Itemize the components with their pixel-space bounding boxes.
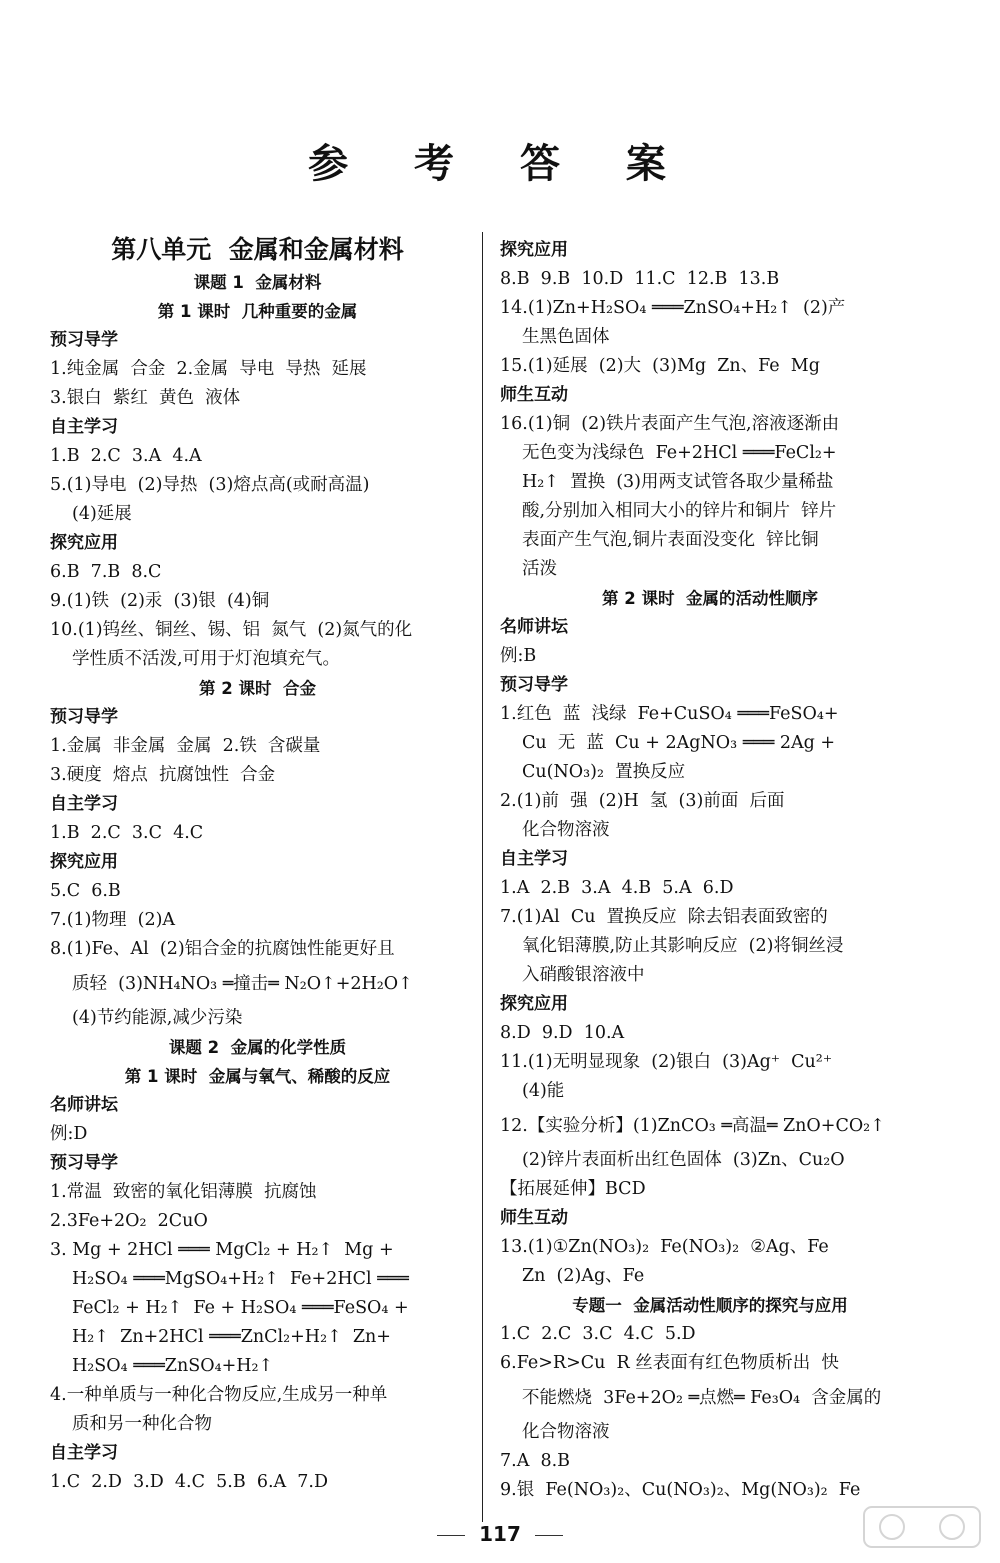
right-line: 14.(1)Zn+H₂SO₄ ═══ZnSO₄+H₂↑ (2)产 bbox=[500, 298, 846, 318]
right-line: 6.Fe>R>Cu R 丝表面有红色物质析出 快 bbox=[500, 1353, 839, 1373]
right-line: Cu(NO₃)₂ 置换反应 bbox=[522, 762, 686, 782]
watermark-logo bbox=[862, 1505, 982, 1549]
left-line: 3.硬度 熔点 抗腐蚀性 合金 bbox=[50, 765, 276, 785]
left-line: 1.金属 非金属 金属 2.铁 含碳量 bbox=[50, 736, 321, 756]
left-line: 4.一种单质与一种化合物反应,生成另一种单 bbox=[50, 1385, 388, 1405]
right-line: 表面产生气泡,铜片表面没变化 锌比铜 bbox=[522, 530, 819, 550]
right-line: 7.A 8.B bbox=[500, 1451, 571, 1471]
left-line: FeCl₂ + H₂↑ Fe + H₂SO₄ ═══FeSO₄ + bbox=[72, 1298, 409, 1318]
right-line: 1.C 2.C 3.C 4.C 5.D bbox=[500, 1324, 696, 1344]
right-line: 探究应用 bbox=[500, 994, 568, 1014]
right-line: 7.(1)Al Cu 置换反应 除去铝表面致密的 bbox=[500, 907, 828, 927]
left-column bbox=[50, 232, 465, 1497]
right-line: 第 2 课时 金属的活动性顺序 bbox=[602, 589, 818, 608]
right-line: 化合物溶液 bbox=[522, 1422, 610, 1442]
right-line: 师生互动 bbox=[500, 1208, 568, 1228]
page-title: 参 考 答 案 bbox=[308, 140, 692, 187]
left-line: 2.3Fe+2O₂ 2CuO bbox=[50, 1211, 208, 1231]
right-line: 活泼 bbox=[522, 559, 557, 579]
right-line: (4)能 bbox=[522, 1081, 565, 1101]
right-line: 不能燃烧 3Fe+2O₂ ═点燃═ Fe₃O₄ 含金属的 bbox=[522, 1388, 882, 1408]
left-line: 自主学习 bbox=[50, 417, 118, 437]
left-line: H₂SO₄ ═══ZnSO₄+H₂↑ bbox=[72, 1356, 274, 1376]
left-line: 预习导学 bbox=[50, 1153, 118, 1173]
left-line: 质轻 (3)NH₄NO₃ ═撞击═ N₂O↑+2H₂O↑ bbox=[72, 974, 413, 994]
left-line: 名师讲坛 bbox=[50, 1095, 118, 1115]
right-line: 探究应用 bbox=[500, 240, 568, 260]
left-line: 预习导学 bbox=[50, 707, 118, 727]
right-line: 11.(1)无明显现象 (2)银白 (3)Ag⁺ Cu²⁺ bbox=[500, 1052, 833, 1072]
left-line: 第 1 课时 金属与氧气、稀酸的反应 bbox=[124, 1067, 391, 1086]
right-line: 预习导学 bbox=[500, 675, 568, 695]
right-line: 2.(1)前 强 (2)H 氢 (3)前面 后面 bbox=[500, 791, 785, 811]
page-number-text: 117 bbox=[479, 1522, 521, 1546]
left-line: 课题 2 金属的化学性质 bbox=[168, 1038, 347, 1057]
left-line: 1.C 2.D 3.D 4.C 5.B 6.A 7.D bbox=[50, 1472, 329, 1492]
left-line: 例:D bbox=[50, 1124, 88, 1144]
right-line: 16.(1)铜 (2)铁片表面产生气泡,溶液逐渐由 bbox=[500, 414, 840, 434]
left-line: 7.(1)物理 (2)A bbox=[50, 910, 176, 930]
right-line: 氧化铝薄膜,防止其影响反应 (2)将铜丝浸 bbox=[522, 936, 844, 956]
left-line: 3. Mg + 2HCl ═══ MgCl₂ + H₂↑ Mg + bbox=[50, 1240, 394, 1260]
left-line: (4)节约能源,减少污染 bbox=[72, 1008, 243, 1028]
right-line: 无色变为浅绿色 Fe+2HCl ═══FeCl₂+ bbox=[522, 443, 837, 463]
left-line: 探究应用 bbox=[50, 533, 118, 553]
left-line: 自主学习 bbox=[50, 794, 118, 814]
right-line: Zn (2)Ag、Fe bbox=[522, 1266, 645, 1286]
left-line: 质和另一种化合物 bbox=[72, 1414, 212, 1434]
right-line: 酸,分别加入相同大小的锌片和铜片 锌片 bbox=[522, 501, 837, 521]
right-line: 1.红色 蓝 浅绿 Fe+CuSO₄ ═══FeSO₄+ bbox=[500, 704, 839, 724]
left-line: 第八单元 金属和金属材料 bbox=[111, 235, 404, 264]
left-line: 5.C 6.B bbox=[50, 881, 121, 901]
right-line: 12.【实验分析】(1)ZnCO₃ ═高温═ ZnO+CO₂↑ bbox=[500, 1116, 885, 1136]
right-line: Cu 无 蓝 Cu + 2AgNO₃ ═══ 2Ag + bbox=[522, 733, 836, 753]
right-line: 师生互动 bbox=[500, 385, 568, 405]
right-line: 15.(1)延展 (2)大 (3)Mg Zn、Fe Mg bbox=[500, 356, 820, 376]
right-line: 入硝酸银溶液中 bbox=[522, 965, 645, 985]
right-column bbox=[500, 236, 920, 1505]
left-line: 探究应用 bbox=[50, 852, 118, 872]
left-line: 第 1 课时 几种重要的金属 bbox=[157, 302, 358, 321]
right-line: 例:B bbox=[500, 646, 537, 666]
right-line: 1.A 2.B 3.A 4.B 5.A 6.D bbox=[500, 878, 734, 898]
left-line: 9.(1)铁 (2)汞 (3)银 (4)铜 bbox=[50, 591, 270, 611]
right-line: 9.银 Fe(NO₃)₂、Cu(NO₃)₂、Mg(NO₃)₂ Fe bbox=[500, 1480, 861, 1500]
left-line: 10.(1)钨丝、铜丝、锡、铝 氮气 (2)氮气的化 bbox=[50, 620, 413, 640]
right-line: 生黑色固体 bbox=[522, 327, 610, 347]
left-line: 学性质不活泼,可用于灯泡填充气。 bbox=[72, 649, 341, 669]
dash-right bbox=[535, 1535, 563, 1536]
right-line: 自主学习 bbox=[500, 849, 568, 869]
left-line: 自主学习 bbox=[50, 1443, 118, 1463]
left-line: 1.纯金属 合金 2.金属 导电 导热 延展 bbox=[50, 359, 367, 379]
left-line: 1.B 2.C 3.A 4.A bbox=[50, 446, 202, 466]
right-line: 13.(1)①Zn(NO₃)₂ Fe(NO₃)₂ ②Ag、Fe bbox=[500, 1237, 829, 1257]
left-line: 第 2 课时 合金 bbox=[199, 679, 316, 698]
left-line: 5.(1)导电 (2)导热 (3)熔点高(或耐高温) bbox=[50, 475, 370, 495]
right-line: H₂↑ 置换 (3)用两支试管各取少量稀盐 bbox=[522, 472, 834, 492]
left-line: H₂↑ Zn+2HCl ═══ZnCl₂+H₂↑ Zn+ bbox=[72, 1327, 391, 1347]
left-line: 1.常温 致密的氧化铝薄膜 抗腐蚀 bbox=[50, 1182, 317, 1202]
left-line: 8.(1)Fe、Al (2)铝合金的抗腐蚀性能更好且 bbox=[50, 939, 395, 959]
right-line: 【拓展延伸】BCD bbox=[500, 1179, 646, 1199]
page-number bbox=[0, 1522, 1000, 1546]
dash-left bbox=[437, 1535, 465, 1536]
left-line: 1.B 2.C 3.C 4.C bbox=[50, 823, 204, 843]
right-line: (2)锌片表面析出红色固体 (3)Zn、Cu₂O bbox=[522, 1150, 845, 1170]
left-line: 3.银白 紫红 黄色 液体 bbox=[50, 388, 241, 408]
left-line: 课题 1 金属材料 bbox=[193, 273, 322, 292]
right-line: 专题一 金属活动性顺序的探究与应用 bbox=[572, 1296, 848, 1315]
right-line: 化合物溶液 bbox=[522, 820, 610, 840]
right-line: 8.B 9.B 10.D 11.C 12.B 13.B bbox=[500, 269, 780, 289]
left-line: 6.B 7.B 8.C bbox=[50, 562, 162, 582]
right-line: 8.D 9.D 10.A bbox=[500, 1023, 625, 1043]
left-line: (4)延展 bbox=[72, 504, 132, 524]
left-line: 预习导学 bbox=[50, 330, 118, 350]
left-line: H₂SO₄ ═══MgSO₄+H₂↑ Fe+2HCl ═══ bbox=[72, 1269, 409, 1289]
right-line: 名师讲坛 bbox=[500, 617, 568, 637]
